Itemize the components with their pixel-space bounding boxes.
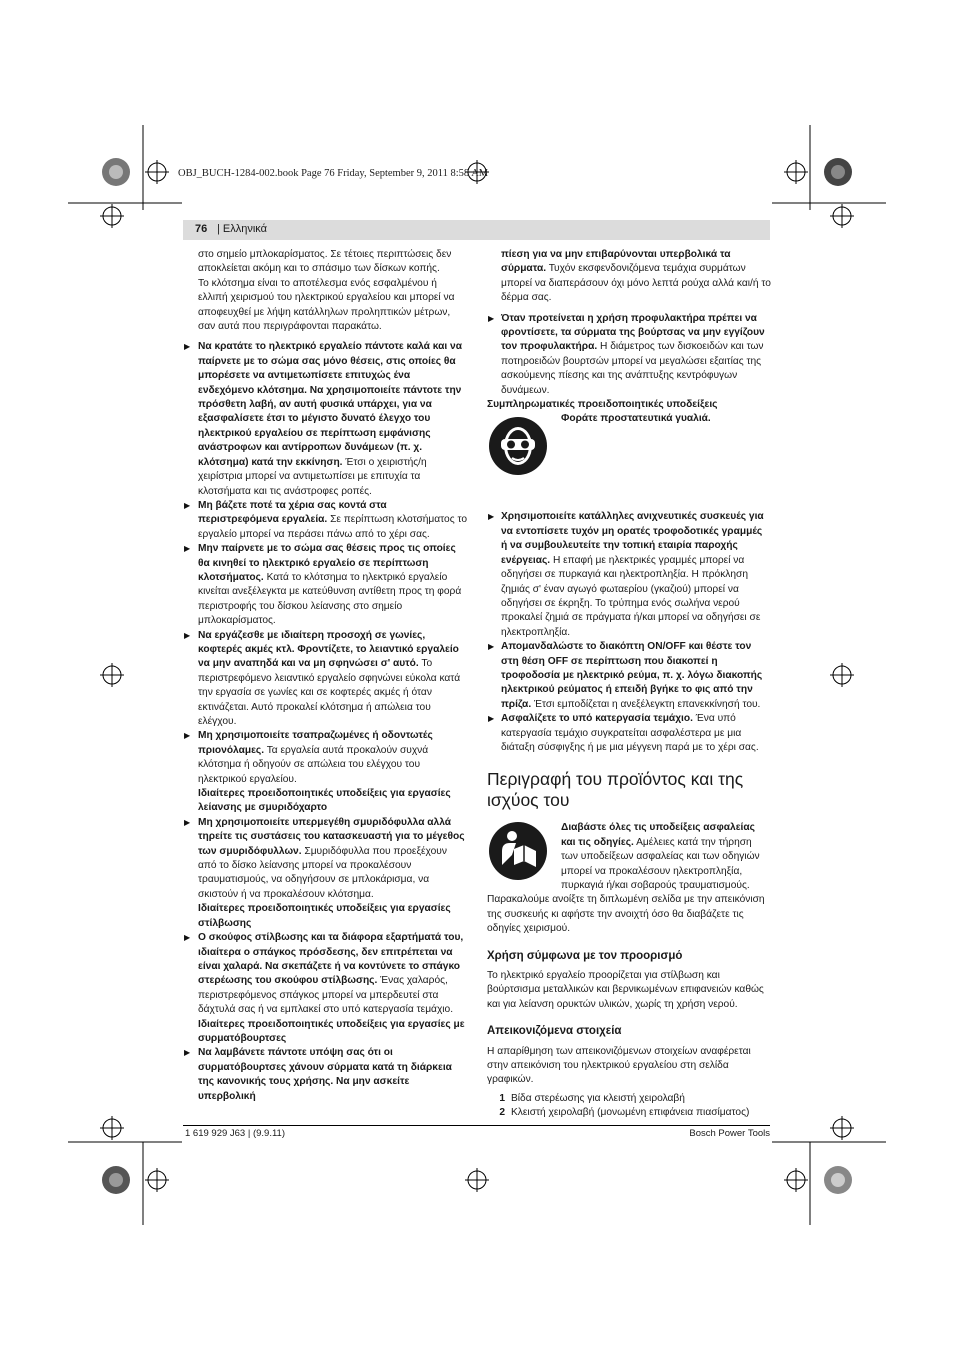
read-instructions-notice xyxy=(487,821,771,893)
warning-bullet: ▶ Ασφαλίζετε το υπό κατεργασία τεμάχιο. Ένα υπό κατεργασία τεμάχιο συγκρατείται ασφαλέστερα με μια διάταξη σύσφιγξης ή με μια μέγγενη παρά με το χέρι σας. xyxy=(487,712,771,755)
warning-bullet: ▶ Ο σκούφος στίλβωσης και τα διάφορα εξαρτήματά του, ιδιαίτερα ο σπάγκος πρόσδεσης, δεν επιτρέπεται να είναι χαλαρά. Να σκεπάζετε ή να κοντύνετε το σπάγκο στερέωσης του σκούφου στίλβωσης. Ένας χαλαρός, περιστρεφόμενος σπάγκος μπορεί να μπερδευτεί στα δάχτυλά σας ή να εμπλακεί στο υπό κατεργασία τεμάχιο. xyxy=(184,931,468,1017)
warning-bullet: ▶ Μη χρησιμοποιείτε τσαπραζωμένες ή οδοντωτές πριονόλαμες. Τα εργαλεία αυτά προκαλούν συχνά κλότσημα ή οδηγούν σε απώλεια του ελέγχου του ηλεκτρικού εργαλείου. xyxy=(184,729,468,787)
warning-bullet: ▶ Χρησιμοποιείτε κατάλληλες ανιχνευτικές συσκευές για να εντοπίσετε τυχόν μη ορατές τροφοδοτικές γραμμές ή να συμβουλευτείτε την τοπική εταιρία παροχής ενέργειας. Η επαφή με ηλεκτρικές γραμμές μπορεί να οδηγήσει σε πυρκαγιά και ηλεκτροπληξία. Η πρόκληση ζημιάς σ' έναν αγωγό φωταερίου (γκαζιού) μπορεί να οδηγήσει σε έκρηξη. Το τρύπημα ενός σωλήνα νερού προκαλεί ζημιά σε πράγματα ή/και μπορεί να οδηγήσει σε ηλεκτροπληξία. xyxy=(487,510,771,640)
warning-bullet: ▶ Να λαμβάνετε πάντοτε υπόψη σας ότι οι συρματόβουρτσες χάνουν σύρματα κατά τη διάρκεια της κανονικής τους χρήσης. Να μην ασκείτε υπερβολική xyxy=(184,1046,468,1104)
fold-out-paragraph: Παρακαλούμε ανοίξτε τη διπλωμένη σελίδα με την απεικόνιση της συσκευής κι αφήστε την ανοιχτή όσο θα διαβάζετε τις οδηγίες χειρισμού. xyxy=(487,894,765,935)
subsection-heading: Συμπληρωματικές προειδοποιητικές υποδείξεις xyxy=(487,399,718,411)
page-footer xyxy=(183,1125,770,1139)
warning-bullet: ▶ Μην παίρνετε με το σώμα σας θέσεις προς τις οποίες θα κινηθεί το ηλεκτρικό εργαλείο σε περίπτωση κλοτσήματος. Κατά το κλότσημα το ηλεκτρικό εργαλείο κινείται ανεξέλεγκτα με κατεύθυνση αντίθετη προς τη φορά περιστροφής του δίσκου λείανσης στο σημείο μπλοκαρίσματος. xyxy=(184,542,468,628)
left-column xyxy=(198,248,468,1104)
right-column xyxy=(487,248,771,1121)
brand-label: Bosch Power Tools xyxy=(689,1128,770,1139)
intro-paragraph: στο σημείο μπλοκαρίσματος. Σε τέτοιες περιπτώσεις δεν αποκλείεται ακόμη και το σπάσιμο των δίσκων κοπής. xyxy=(198,249,452,275)
list-item: 2 Κλειστή χειρολαβή (μονωμένη επιφάνεια πιασίματος) xyxy=(499,1107,750,1119)
parts-list xyxy=(487,1092,771,1121)
warning-bullet: ▶ Μη χρησιμοποιείτε υπερμεγέθη σμυριδόφυλλα αλλά τηρείτε τις συστάσεις του κατασκευαστή για το μέγεθος των σμυριδόφυλλων. Σμυριδόφυλλα που προεξέχουν από το δίσκο λείανσης μπορεί να προκαλέσουν τραυματισμούς, να οδηγήσουν σε μπλοκάρισμα, να σκιστούν ή να προκαλέσουν κλότσημα. xyxy=(184,816,468,902)
subsection-heading-parts: Απεικονιζόμενα στοιχεία xyxy=(487,1025,622,1038)
document-code: 1 619 929 J63 | (9.9.11) xyxy=(185,1128,286,1139)
read-instructions-text: Διαβάστε όλες τις υποδείξεις ασφαλείας και τις οδηγίες. Αμέλειες κατά την τήρηση των υποδείξεων ασφαλείας και των οδηγιών μπορεί να προκαλέσουν ηλεκτροπληξία, πυρκαγιά ή/και σοβαρούς τραυματισμούς. xyxy=(561,822,760,891)
safety-goggles-icon xyxy=(488,416,548,476)
list-item: 1 Βίδα στερέωσης για κλειστή χειρολαβή xyxy=(499,1092,685,1104)
page-header xyxy=(183,220,770,240)
intended-use-paragraph: Το ηλεκτρικό εργαλείο προορίζεται για στίλβωση και βούρτσισμα μεταλλικών και βερνικωμένων επιφανειών καθώς και για λείανση ορυκτών υλικών, χωρίς τη χρήση νερού. xyxy=(487,970,764,1010)
language-label: | Ελληνικά xyxy=(217,223,268,235)
subsection-heading: Ιδιαίτερες προειδοποιητικές υποδείξεις για εργασίες με συρματόβουρτσες xyxy=(198,1018,465,1044)
warning-bullet: ▶ Να εργάζεσθε με ιδιαίτερη προσοχή σε γωνίες, κοφτερές ακμές κτλ. Φροντίζετε, το λειαντικό εργαλείο να μην αναπηδά και να μη σφηνώσει σ' αυτό. Το περιστρεφόμενο λειαντικό εργαλείο σφηνώνει εύκολα κατά την εργασία σε γωνίες και σε κοφτερές ακμές ή όταν εκτινάζεται. Αυτό προκαλεί κλότσημα ή απώλεια του ελέγχου. xyxy=(184,629,468,730)
warning-bullet: ▶ Απομανδαλώστε το διακόπτη ON/OFF και θέστε τον στη θέση OFF σε περίπτωση που διακοπεί η τροφοδοσία με ηλεκτρικό ρεύμα, π. χ. λόγω διακοπής ηλεκτρικού ρεύματος ή επειδή βγήκε το φις από την πρίζα. Έτσι εμποδίζεται η ανεξέλεγκτη επανεκκίνησή του. xyxy=(487,640,771,712)
warning-bullet: ▶ Όταν προτείνεται η χρήση προφυλακτήρα πρέπει να φροντίσετε, τα σύρματα της βούρτσας να μην εγγίζουν τον προφυλακτήρα. Η διάμετρος των δισκοειδών και των ποτηροειδών βουρτσών μπορεί να μεγαλώσει εξαιτίας της ασκούμενης πίεσης και της ανάπτυξης κεντρόφυγων δυνάμεων. xyxy=(487,312,771,398)
warning-bullet: ▶ Μη βάζετε ποτέ τα χέρια σας κοντά στα περιστρεφόμενα εργαλεία. Σε περίπτωση κλοτσήματος το εργαλείο μπορεί να περάσει πάνω από το χέρι σας. xyxy=(184,499,468,542)
goggles-label: Φοράτε προστατευτικά γυαλιά. xyxy=(561,413,711,425)
subsection-heading-use: Χρήση σύμφωνα με τον προορισμό xyxy=(487,949,683,962)
page-number: 76 xyxy=(195,223,208,235)
read-manual-icon xyxy=(488,821,548,881)
intro-paragraph: Το κλότσημα είναι το αποτέλεσμα ενός εσφαλμένου ή ελλιπή χειρισμού του ηλεκτρικού εργαλείου και μπορεί να αποφευχθεί με λήψη κατάλληλων προληπτικών μέτρων, σαν αυτά που περιγράφονται παρακάτω. xyxy=(198,277,455,333)
section-title: Περιγραφή του προϊόντος και της ισχύος του xyxy=(487,769,744,811)
parts-intro-paragraph: Η απαρίθμηση των απεικονιζόμενων στοιχείων αναφέρεται στην απεικόνιση του ηλεκτρικού εργαλείου στη σελίδα γραφικών. xyxy=(487,1045,751,1086)
subsection-heading: Ιδιαίτερες προειδοποιητικές υποδείξεις για εργασίες στίλβωσης xyxy=(198,903,451,929)
book-info-line: OBJ_BUCH-1284-002.book Page 76 Friday, September 9, 2011 8:58 AM xyxy=(178,168,489,179)
continued-paragraph: πίεση για να μην επιβαρύνονται υπερβολικά τα σύρματα. Τυχόν εκσφενδονιζόμενα τεμάχια συρμάτων μπορεί να διαπεράσουν όχι μόνο λεπτά ρούχα αλλά και/ή το δέρμα σας. xyxy=(501,249,771,304)
goggles-notice xyxy=(487,412,771,492)
warning-bullet: ▶ Να κρατάτε το ηλεκτρικό εργαλείο πάντοτε καλά και να παίρνετε με το σώμα σας μόνο θέσεις, στις οποίες θα μπορέσετε να αντιμετωπίσετε επιτυχώς ένα ενδεχόμενο κλότσημα. Να χρησιμοποιείτε πάντοτε την πρόσθετη λαβή, αν αυτή φυσικά υπάρχει, για να εξασφαλίσετε έτσι το μέγιστο δυνατό έλεγχο του ηλεκτρικού εργαλείου σε περίπτωση εμφάνισης ανάστροφων και αντίρροπων δυνάμεων (π. χ. κλότσημα) κατά την εκκίνηση. Έτσι ο χειριστής/η χειρίστρια μπορεί να αντιμετωπίσει με επιτυχία τα κλοτσήματα και τις ανάστροφες ροπές. xyxy=(184,340,468,498)
subsection-heading: Ιδιαίτερες προειδοποιητικές υποδείξεις για εργασίες λείανσης με σμυριδόχαρτο xyxy=(198,788,451,814)
